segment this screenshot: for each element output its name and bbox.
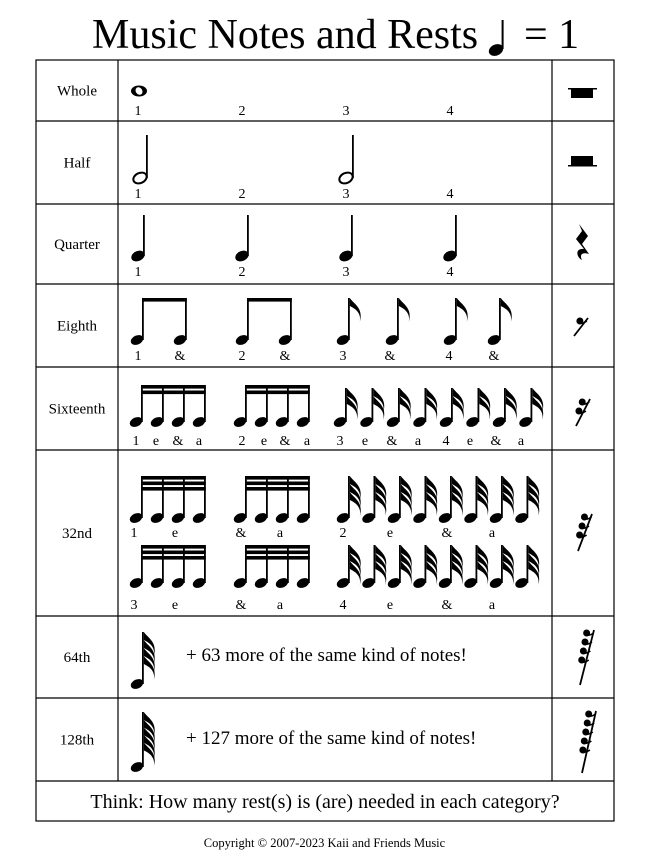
note-stem <box>425 388 427 422</box>
note-beam <box>141 551 206 555</box>
note-stem <box>247 215 249 256</box>
count-label: e <box>466 434 474 449</box>
note-stem <box>476 545 478 583</box>
note-beam <box>245 551 310 555</box>
eighth-rest <box>574 318 588 337</box>
note-stem <box>398 388 400 422</box>
note-stem <box>451 388 453 422</box>
note-stem <box>455 298 457 340</box>
count-label: 2 <box>238 104 246 119</box>
count-label: 1 <box>134 265 142 280</box>
half-rest-line <box>568 165 597 167</box>
row-label-128th: 128th <box>59 732 95 749</box>
copyright-text: Copyright © 2007-2023 Kaii and Friends Music <box>203 836 446 850</box>
note-beam <box>141 385 206 389</box>
half-rest <box>571 156 593 165</box>
note-stem <box>425 476 427 518</box>
rest-symbols <box>568 88 597 773</box>
note-stem <box>397 298 399 340</box>
note-stem <box>399 476 401 518</box>
count-label: 1 <box>134 104 142 119</box>
note-beam <box>245 545 310 549</box>
note-beam <box>141 476 206 480</box>
note-stem <box>352 135 354 178</box>
row-label-whole: Whole <box>57 83 97 100</box>
count-label: 1 <box>130 526 138 541</box>
note-stem <box>142 298 144 340</box>
count-label: & <box>279 434 291 449</box>
note-head <box>132 171 149 186</box>
note-flag <box>501 298 512 322</box>
note-beam <box>245 385 310 389</box>
note-beam <box>245 391 310 395</box>
count-label: & <box>174 349 186 364</box>
note-stem <box>450 545 452 583</box>
note-stem <box>527 476 529 518</box>
count-label: & <box>441 526 453 541</box>
count-label: 3 <box>342 265 350 280</box>
count-label: & <box>386 434 398 449</box>
count-label: a <box>488 598 496 613</box>
note-stem <box>142 632 144 684</box>
count-labels <box>131 104 525 749</box>
note-flag <box>350 298 361 322</box>
count-label: 3 <box>130 598 138 613</box>
thirty-second-rest <box>576 514 592 552</box>
count-label: & <box>279 349 291 364</box>
note-stem <box>372 388 374 422</box>
one-twenty-eighth-rest <box>579 711 596 774</box>
note-stem <box>185 298 187 340</box>
note-stem <box>504 388 506 422</box>
count-label: 2 <box>339 526 347 541</box>
count-label: a <box>303 434 311 449</box>
count-label: 4 <box>445 349 453 364</box>
note-beam <box>247 298 292 302</box>
count-label: & <box>172 434 184 449</box>
count-label: 3 <box>339 349 347 364</box>
count-label: e <box>171 598 179 613</box>
note-beam <box>142 298 187 302</box>
count-label: e <box>171 526 179 541</box>
count-label: 3 <box>342 104 350 119</box>
count-label: 4 <box>442 434 450 449</box>
count-label: & <box>488 349 500 364</box>
note-stem <box>501 476 503 518</box>
note-stem <box>290 298 292 340</box>
count-label: & <box>235 598 247 613</box>
note-stem <box>374 545 376 583</box>
count-label: 4 <box>446 187 454 202</box>
note-beam <box>141 545 206 549</box>
row-label-eighth: Eighth <box>57 318 97 335</box>
note-stem <box>501 545 503 583</box>
count-label: 2 <box>238 187 246 202</box>
row-label-sixteenth: Sixteenth <box>48 401 106 418</box>
count-label: e <box>152 434 160 449</box>
count-label: & <box>384 349 396 364</box>
count-label: 1 <box>134 349 142 364</box>
note-stem <box>348 298 350 340</box>
note-head <box>338 171 355 186</box>
count-label: e <box>386 598 394 613</box>
count-label: 4 <box>446 104 454 119</box>
note-stem <box>450 476 452 518</box>
count-label: a <box>517 434 525 449</box>
row-label-half: Half <box>63 155 91 172</box>
quarter-rest <box>576 224 589 260</box>
whole-rest <box>571 89 593 98</box>
count-label: e <box>386 526 394 541</box>
row-label-64th: 64th <box>63 650 91 666</box>
note-stem <box>399 545 401 583</box>
row-label-32nd: 32nd <box>62 526 92 542</box>
title-equals-one: = 1 <box>524 12 580 58</box>
note-stem <box>478 388 480 422</box>
note-beam <box>245 482 310 486</box>
note-stem <box>143 215 145 256</box>
question-text: Think: How many rest(s) is (are) needed in each category? <box>90 791 560 813</box>
count-label: 2 <box>238 434 246 449</box>
note-flag <box>457 298 468 322</box>
count-label: a <box>195 434 203 449</box>
sixteenth-rest <box>575 399 590 427</box>
note-stem <box>351 215 353 256</box>
count-label: 1 <box>132 434 140 449</box>
row-label-quarter: Quarter <box>54 237 100 253</box>
note-stem <box>425 545 427 583</box>
note-stem <box>455 215 457 256</box>
count-label: & <box>441 598 453 613</box>
page-title: Music Notes and Rests <box>92 12 479 58</box>
note-stem <box>348 545 350 583</box>
note-stem <box>476 476 478 518</box>
count-label: a <box>414 434 422 449</box>
row-text-128th: + 127 more of the same kind of notes! <box>186 728 477 749</box>
note-stem <box>531 388 533 422</box>
note-beam <box>245 556 310 560</box>
count-label: 4 <box>339 598 347 613</box>
note-flag <box>399 298 410 322</box>
row-labels <box>49 84 106 749</box>
table-grid <box>36 60 614 821</box>
count-label: 2 <box>238 349 246 364</box>
note-stem <box>345 388 347 422</box>
table-border <box>36 60 614 821</box>
count-label: & <box>490 434 502 449</box>
count-label: a <box>488 526 496 541</box>
count-label: 4 <box>446 265 454 280</box>
note-beam <box>245 487 310 491</box>
sixty-fourth-rest <box>578 630 594 686</box>
count-label: a <box>276 526 284 541</box>
count-label: & <box>235 526 247 541</box>
note-stem <box>247 298 249 340</box>
note-stem <box>348 476 350 518</box>
count-label: 2 <box>238 265 246 280</box>
note-beam <box>245 476 310 480</box>
count-label: e <box>260 434 268 449</box>
count-label: 3 <box>336 434 344 449</box>
count-label: e <box>361 434 369 449</box>
count-label: a <box>276 598 284 613</box>
note-beam <box>141 391 206 395</box>
note-beam <box>141 556 206 560</box>
note-beam <box>141 487 206 491</box>
note-stem <box>499 298 501 340</box>
note-stem <box>374 476 376 518</box>
note-beam <box>141 482 206 486</box>
note-stem <box>142 712 144 767</box>
note-stem <box>146 135 148 178</box>
note-figures <box>128 86 543 774</box>
row-text-64th: + 63 more of the same kind of notes! <box>186 645 467 666</box>
count-label: 1 <box>134 187 142 202</box>
note-stem <box>527 545 529 583</box>
count-label: 3 <box>342 187 350 202</box>
